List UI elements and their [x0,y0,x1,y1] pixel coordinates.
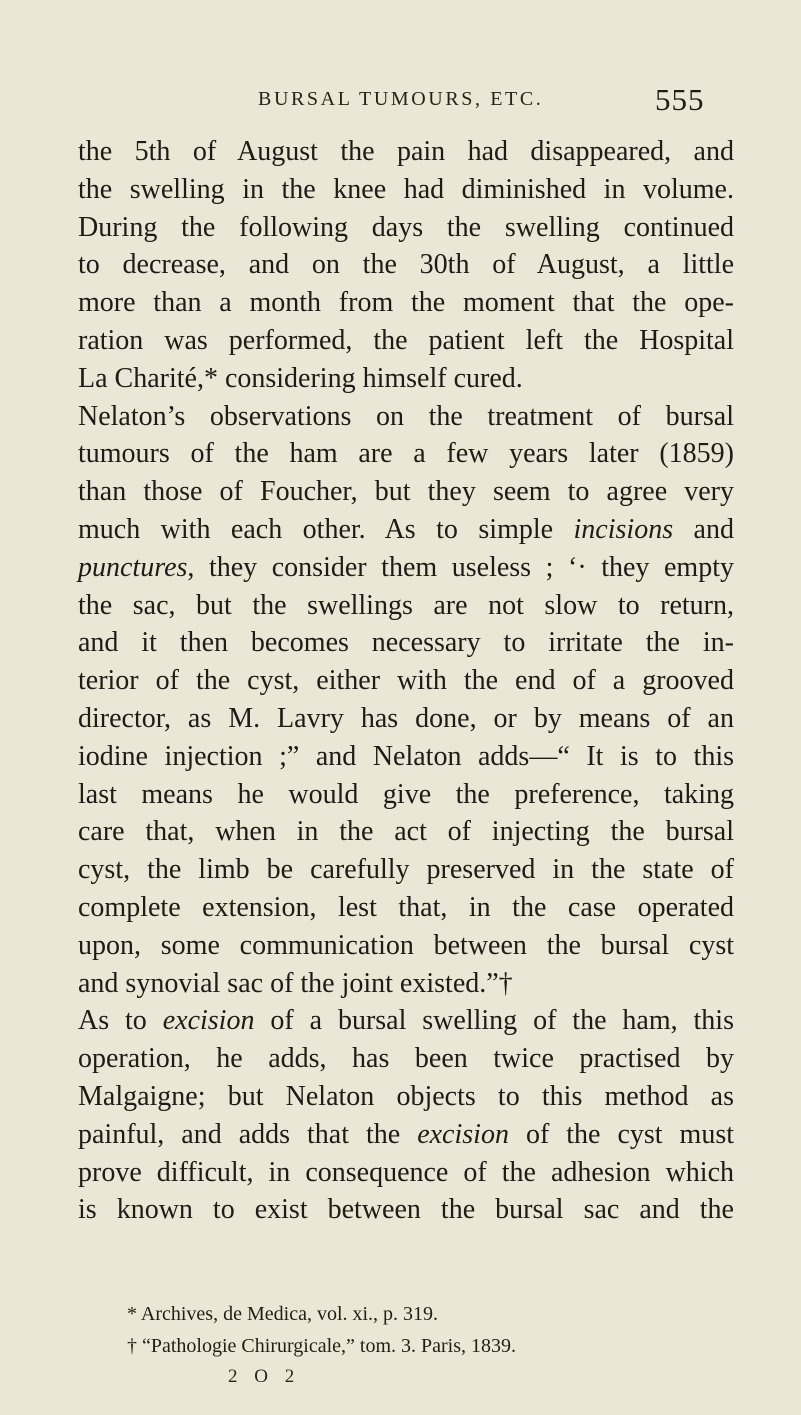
page-header [0,82,801,122]
text-line: the 5th of August the pain had disappeared, and [78,136,734,167]
text-line: painful, and adds that the excision of the cyst must [78,1118,734,1150]
emphasis: excision [417,1118,509,1150]
text-line: Nelaton’s observations on the treatment of bursal [78,400,734,432]
emphasis: excision [162,1005,255,1037]
text-line: As to excision of a bursal swelling of the ham, this [78,1005,734,1037]
signature-mark: 2 O 2 [228,1366,301,1387]
text-line: upon, some communication between the bursal cyst [78,929,734,961]
text-line: to decrease, and on the 30th of August, a little [78,249,734,281]
text-line: is known to exist between the bursal sac and the [78,1194,734,1226]
text-line: than those of Foucher, but they seem to agree very [78,476,734,508]
text-line: more than a month from the moment that the ope- [78,287,734,319]
text-line: iodine injection ;” and Nelaton adds—“ It is to this [78,740,734,772]
text-line: During the following days the swelling continued [78,211,734,243]
text-line: terior of the cyst, either with the end of a grooved [78,665,734,697]
page-number: 555 [655,82,705,117]
text-line: and synovial sac of the joint existed.”† [78,967,513,999]
text-line: and it then becomes necessary to irritate the in- [78,627,734,659]
text-line: prove difficult, in consequence of the adhesion which [78,1156,734,1188]
text-line: the swelling in the knee had diminished in volume. [78,173,734,205]
text-line: cyst, the limb be carefully preserved in the state of [78,854,734,886]
text-line: the sac, but the swellings are not slow to return, [78,589,734,621]
text-line: operation, he adds, has been twice practised by [78,1043,734,1075]
text-line: last means he would give the preference, taking [78,778,734,810]
footnote: † “Pathologie Chirurgicale,” tom. 3. Paris, 1839. [127,1335,517,1357]
body-text [78,133,734,1229]
text-line: Malgaigne; but Nelaton objects to this method as [78,1080,734,1112]
text-line: complete extension, lest that, in the case operated [78,891,734,923]
text-line: care that, when in the act of injecting the bursal [78,816,734,848]
text-line: director, as M. Lavry has done, or by means of an [78,702,734,734]
footnote: * Archives, de Medica, vol. xi., p. 319. [127,1303,439,1325]
text-line: much with each other. As to simple incisions and [78,513,734,545]
running-head: BURSAL TUMOURS, ETC. [258,88,544,110]
footnotes [127,1298,727,1362]
text-line: La Charité,* considering himself cured. [78,362,523,394]
text-line: ration was performed, the patient left the Hospital [78,324,734,356]
text-line: punctures, they consider them useless ; ‘· they empty [78,551,734,583]
emphasis: punctures [78,551,188,583]
emphasis: incisions [573,513,674,545]
text-line: tumours of the ham are a few years later (1859) [78,438,734,470]
